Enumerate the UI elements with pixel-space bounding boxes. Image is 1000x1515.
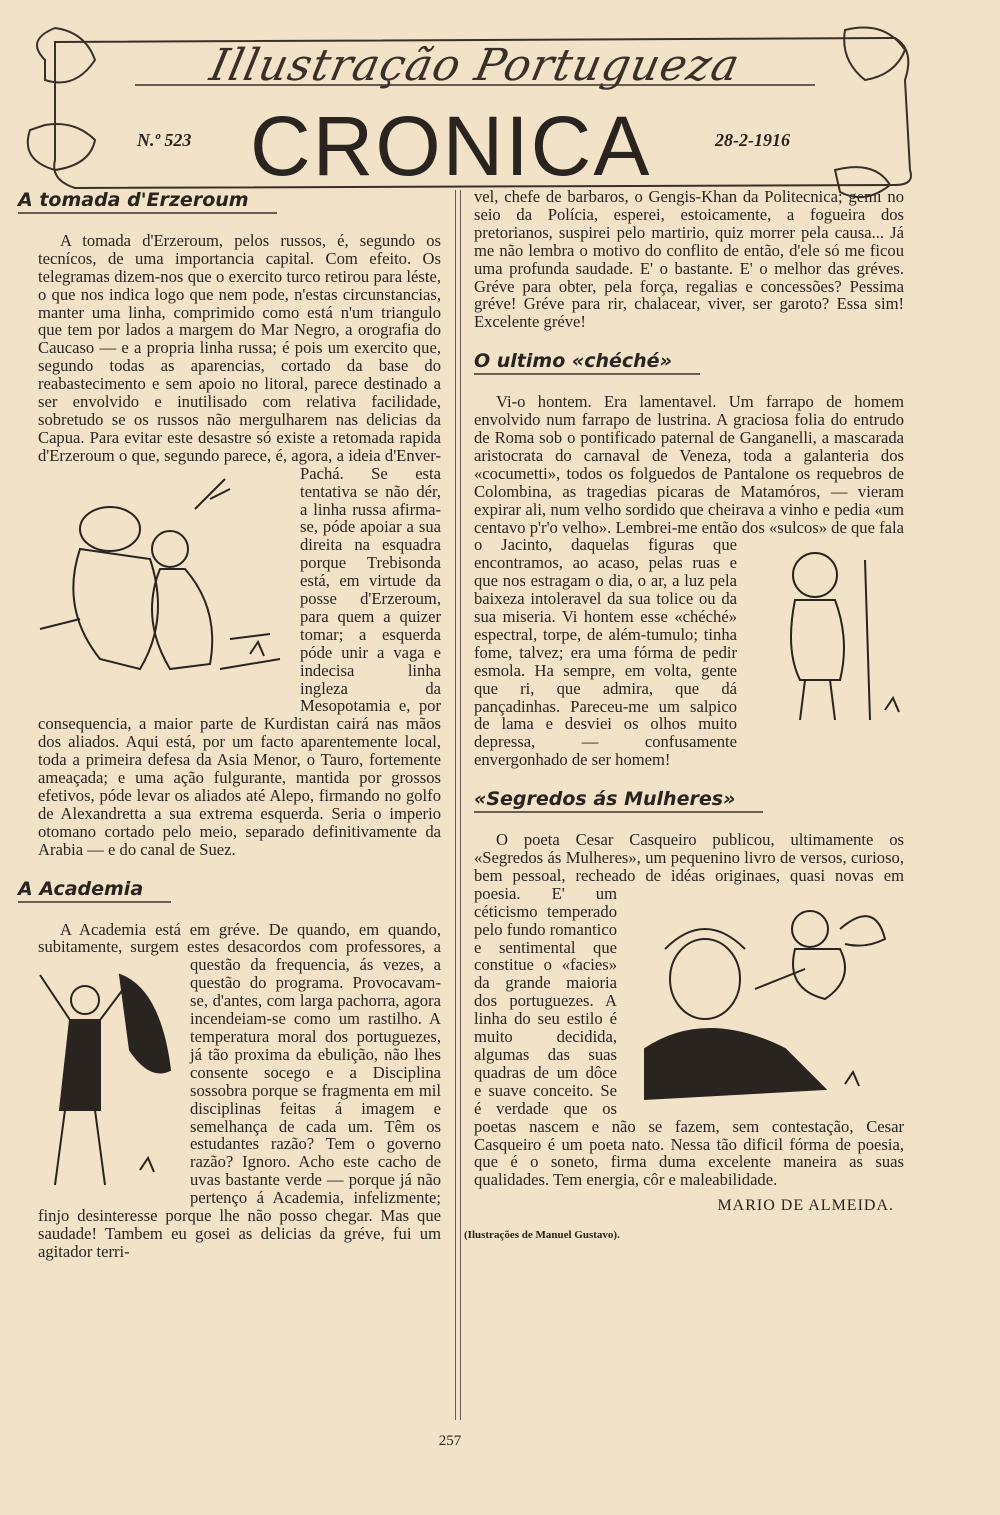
article-title: O ultimo «chéché»: [474, 353, 700, 375]
article-erzeroum: [18, 189, 442, 859]
article-body: vel, chefe de barbaros, o Gengis-Khan da Politecnica; gemi no seio da Polícia, esperei, estoicamente, a fogueira dos pretorianos, suspirei pelo martirio, quiz morrer pela causa... Já me não lembra o motivo do conflito de então, d'ele só me ficou uma profunda saudade. E' o bastante. E' o melhor das gréves. Gréve para obter, pela força, regalias e concessões? Pessima gréve! Gréve para rir, chalacear, viver, ser garoto? Essa sim! Excelente gréve!: [474, 187, 904, 332]
author-signature: MARIO DE ALMEIDA.: [717, 1197, 894, 1215]
article-academia: [18, 877, 442, 1261]
article-academia-continued: [474, 188, 904, 331]
illustration-credit: (Ilustrações de Manuel Gustavo).: [464, 1229, 620, 1242]
right-column: [464, 187, 904, 1267]
article-title: A tomada d'Erzeroum: [18, 192, 277, 214]
article-body: Vi-o hontem. Era lamentavel. Um farrapo de homem envolvido num farrapo de lustrina. A graciosa folia do entrudo de Roma sob o pontificado paternal de Ganganelli, a mascarada aristocrata do carnaval de Veneza, toda a galanteria dos «cocumetti», todos os folguedos de Pantalone os requebros de Colombina, as tragedias picaras de Matamóros, — vieram expirar ali, num velho sordido que cheirava a vinho e pedia «um centavo p'r'o velho». Lembrei-me então dos «sulcos» de que fala o Jacinto, daquelas figuras que encontramos, ao acaso, pelas ruas e que nos estragam o dia, o ar, a luz pela baixeza intoleravel da sua tolice ou da sua miseria. Vi hontem esse «chéché» espectral, torpe, de além-tumulo; tinha fome, talvez; era uma fórma de pedir esmola. Ha sempre, em volta, gente que ri, que admira, que dá pançadinhas. Pareceu-me um salpico de lama e desviei os olhos muito depressa, — confusamente envergonhado de ser homem!: [474, 393, 904, 769]
article-title: «Segredos ás Mulheres»: [474, 791, 763, 813]
issue-date: 28-2-1916: [715, 130, 790, 150]
masthead: [15, 20, 925, 200]
article-body: O poeta Cesar Casqueiro publicou, ultimamente os «Segredos ás Mulheres», um pequenino livro de versos, curioso, bem pessoal, recheado de idéas originaes, quasi novas em poesia. E' um céticismo temperado pelo fundo romantico e sentimental que constitue o «facies» da grande maioria dos portuguezes. A linha do seu estilo é muito decidida, algumas das suas quadras de um dôce e suave conceito. Se é verdade que os poetas nascem e não se fazem, sem contestação, Cesar Casqueiro é um poeta nato. Nessa tão dificil fórma de poesia, que é o soneto, firma duma excelente maneira as suas qualidades. Tem energia, côr e maleabilidade.: [474, 831, 904, 1189]
illustration-student: [20, 960, 180, 1200]
article-body: A Academia está em gréve. De quando, em quando, subitamente, surgem estes desacordos com professores, a questão da frequencia, ás vezes, a questão do programa. Provocavam-se, d'antes, com larga pachorra, agora incendeiam-se como um rastilho. A temperatura moral dos portuguezes, já tão proxima da ebulição, não lhes consente socego e a Disciplina sossobra porque se fragmenta em mil disciplinas feitas á imagem e semelhança de cada um. Têm os estudantes razão? Tem o governo razão? Ignoro. Acho este cacho de uvas bastante verde — porque já não pertenço á Academia, infelizmente; finjo desinteresse porque lhe não posso chegar. Mas que saudade! Tambem eu gosei as delicias da gréve, fui um agitador terri-: [38, 921, 441, 1261]
article-chechet: [474, 350, 904, 770]
illustration-soldiers: [20, 469, 290, 694]
column-divider: [455, 190, 461, 1420]
issue-number: N.º 523: [137, 130, 192, 150]
article-body: A tomada d'Erzeroum, pelos russos, é, segundo os tecnícos, de uma importancia capital. Com efeito. Os telegramas dizem-nos que o exercito turco retirou para léste, o que nos indica logo que nem pode, n'estas circunstancias, manter uma linha, comprimido como está n'um triangulo que tem por lados a margem do Mar Negro, a orografia do Caucaso — e a propria linha russa; é pois um exercito que, segundo todas as aparencias, cortado da base do reabastecimento e sem apoio no litoral, parece destinado a ser envolvido e inutilisado com relativa facilidade, sobretudo se os russos não mergulharem nas delicias da Capua. Para evitar este desastre só existe a retomada rapida d'Erzeroum o que, segundo parece, é, agora, a ideia d'Enver-Pachá. Se esta tentativa se não dér, a linha russa afirma-se, póde apoiar a sua direita na esquadra porque Trebisonda está, em virtude da posse d'Erzeroum, para quem a quizer tomar; a esquerda póde unir a vaga e indecisa linha ingleza da Mesopotamia e, por consequencia, a maior parte de Kurdistan cairá nas mãos dos aliados. Aqui está, por um facto aparentemente local, toda a primeira defesa da Asia Menor, o Tauro, fortemente ameaçada; e uma ação fulgurante, mantida por grossos efetivos, póde levar os aliados até Alepo, firmando no golfo de Alexandretta a sua extrema esquerda. Seria o imperio otomano cortado pelo meio, separado definitivamente da Arabia — e do canal de Suez.: [38, 232, 441, 859]
magazine-title: Illustração Portugueza: [205, 40, 745, 91]
page-number: 257: [438, 1433, 462, 1449]
illustration-woman-cupid: [625, 889, 910, 1109]
section-title: CRONICA: [250, 99, 652, 193]
illustration-old-man: [745, 540, 910, 730]
article-segredos: [464, 788, 904, 1245]
left-column: [18, 189, 442, 1283]
article-title: A Academia: [18, 881, 171, 903]
